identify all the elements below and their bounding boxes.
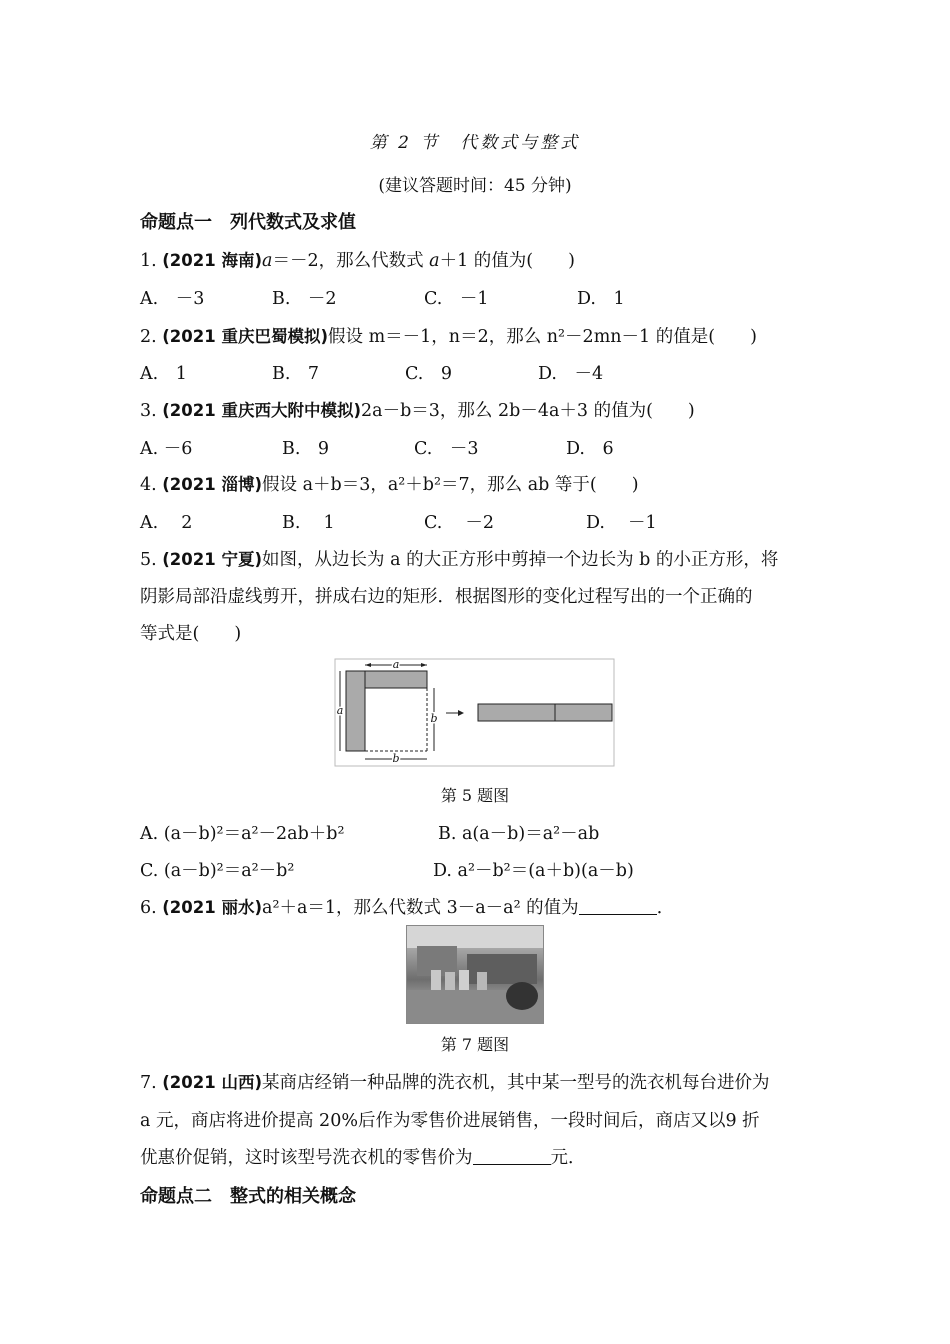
page-subtitle: (建议答题时间：45 分钟) [378, 176, 572, 196]
question-6: 6. (2021 丽水)a²＋a＝1，那么代数式 3－a－a² 的值为 ． [140, 898, 675, 918]
label-a-top: a [392, 658, 400, 671]
option-a: A. －3 [140, 289, 205, 309]
option-a: A. －6 [140, 439, 193, 459]
label-b-bottom: b [392, 752, 400, 765]
photo-bin-4 [477, 972, 487, 990]
answer-blank[interactable] [473, 1150, 551, 1165]
question-7-line-3: 优惠价促销，这时该型号洗衣机的零售价为 元． [140, 1148, 586, 1168]
photo-bin-2 [445, 972, 455, 990]
option-d: D. a²－b²＝(a＋b)(a－b) [433, 861, 634, 881]
option-a: A. (a－b)²＝a²－2ab＋b² [140, 824, 345, 844]
option-a: A. 2 [140, 513, 193, 533]
question-source: (2021 重庆西大附中模拟) [162, 401, 362, 420]
question-5: 5. (2021 宁夏)如图，从边长为 a 的大正方形中剪掉一个边长为 b 的小正方形，将 [140, 550, 779, 570]
question-5-line-2: 阴影局部沿虚线剪开，拼成右边的矩形．根据图形的变化过程写出的一个正确的 [140, 587, 753, 607]
option-b: B. 9 [282, 439, 330, 459]
photo-bin-3 [459, 970, 469, 990]
photo-plant [506, 982, 538, 1010]
question-3: 3. (2021 重庆西大附中模拟)2a－b＝3，那么 2b－4a＋3 的值为( ) [140, 401, 695, 421]
figure-7-photo [406, 925, 544, 1024]
question-source: (2021 海南) [162, 251, 263, 270]
result-rectangle [478, 704, 612, 721]
photo-bin-1 [431, 970, 441, 990]
option-b: B. a(a－b)＝a²－ab [438, 824, 600, 844]
question-source: (2021 宁夏) [162, 550, 263, 569]
question-7: 7. (2021 山西)某商店经销一种品牌的洗衣机，其中某一型号的洗衣机每台进价为 [140, 1073, 770, 1093]
option-c: C. －1 [424, 289, 489, 309]
figure-7-caption: 第 7 题图 [440, 1035, 510, 1054]
shaded-strip-left [346, 671, 365, 751]
photo-sky [407, 926, 543, 948]
option-c: C. 9 [405, 364, 452, 384]
question-2: 2. (2021 重庆巴蜀模拟)假设 m＝－1，n＝2，那么 n²－2mn－1 的值是( ) [140, 327, 757, 347]
option-b: B. 7 [272, 364, 320, 384]
option-c: C. －2 [424, 513, 495, 533]
option-d: D. 1 [577, 289, 625, 309]
question-5-line-3: 等式是( ) [140, 624, 242, 644]
figure-5-caption: 第 5 题图 [440, 786, 510, 805]
label-b-right: b [430, 712, 438, 725]
section-heading-two: 命题点二 整式的相关概念 [140, 1186, 356, 1207]
option-d: D. －1 [586, 513, 657, 533]
question-source: (2021 淄博) [162, 475, 263, 494]
question-7-line-2: a 元，商店将进价提高 20%后作为零售价进展销售，一段时间后，商店又以9 折 [140, 1111, 760, 1131]
question-source: (2021 丽水) [162, 898, 263, 917]
question-source: (2021 山西) [162, 1073, 263, 1092]
option-c: C. (a－b)²＝a²－b² [140, 861, 295, 881]
option-d: D. －4 [538, 364, 604, 384]
option-a: A. 1 [140, 364, 187, 384]
option-c: C. －3 [414, 439, 479, 459]
photo-image [407, 926, 543, 1023]
shaded-strip-top [365, 671, 427, 688]
question-4: 4. (2021 淄博)假设 a＋b＝3，a²＋b²＝7，那么 ab 等于( ) [140, 475, 639, 495]
label-a-left: a [336, 704, 344, 717]
section-heading-one: 命题点一 列代数式及求值 [140, 212, 356, 233]
option-b: B. －2 [272, 289, 337, 309]
option-b: B. 1 [282, 513, 335, 533]
option-d: D. 6 [566, 439, 614, 459]
question-source: (2021 重庆巴蜀模拟) [162, 327, 329, 346]
page-title: 第 2 节 代数式与整式 [369, 133, 581, 153]
question-1: 1. (2021 海南)a＝－2，那么代数式 a＋1 的值为( ) [140, 251, 575, 271]
figure-5 [334, 658, 615, 768]
answer-blank[interactable] [579, 900, 657, 915]
